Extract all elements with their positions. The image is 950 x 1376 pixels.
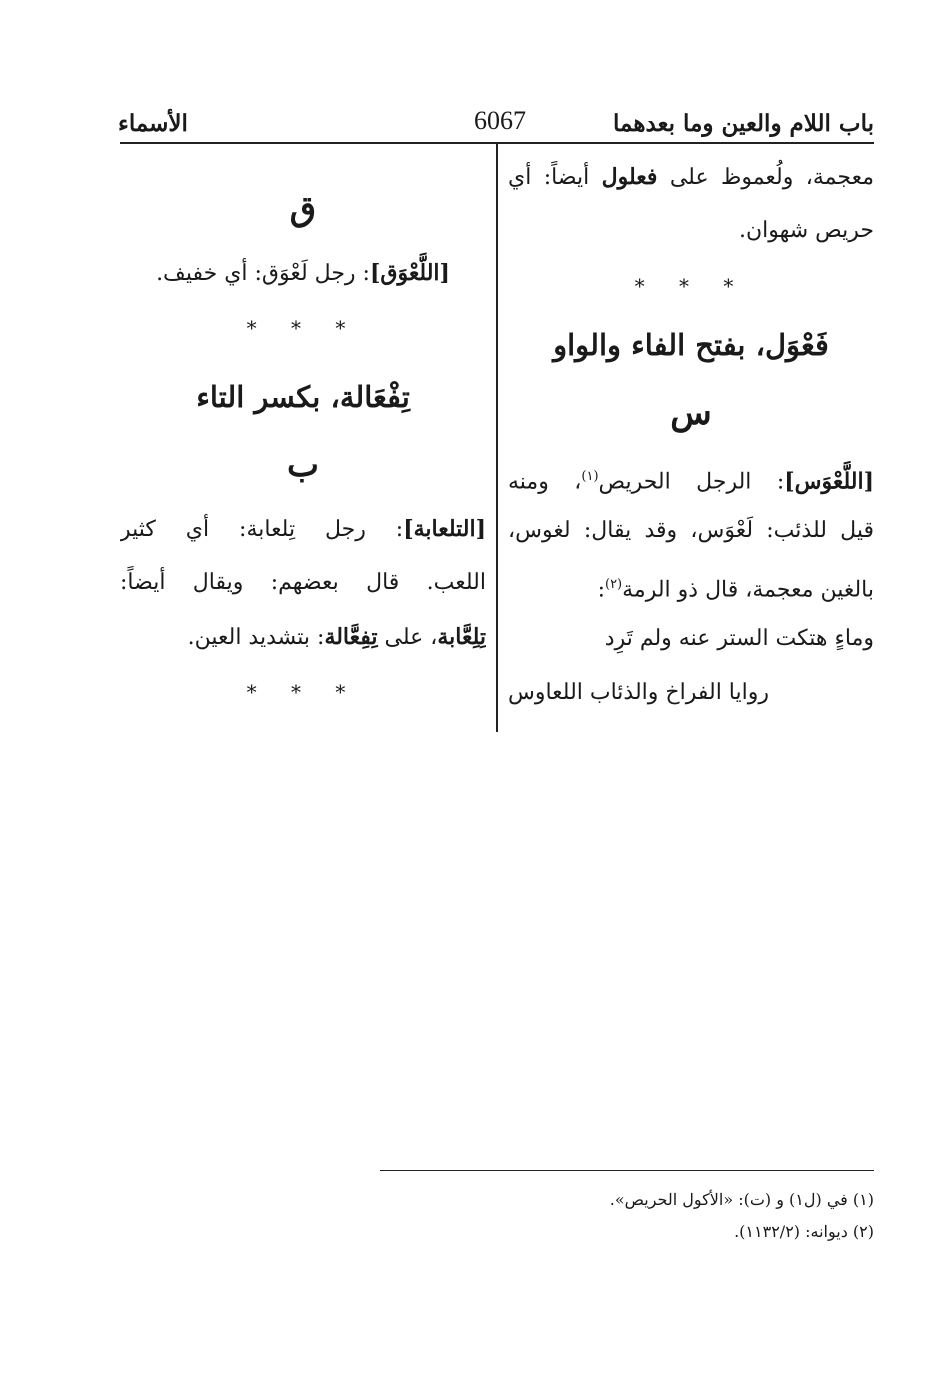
text-line: حريص شهوان. [738,218,874,243]
entry-term: [اللَّعْوَس] [784,468,874,495]
chapter-title: باب اللام والعين وما بعدهما [613,110,874,137]
entry-line: [التلعابة]: رجل تِلعابة: أي كثير [120,516,486,542]
entry-term: [اللَّعْوَق] [369,260,450,286]
footnotes [380,1184,874,1248]
footnote-marker: (٢) [604,577,623,592]
column-divider [496,144,498,732]
section-separator: * * * [246,680,360,704]
page-header [118,104,874,144]
footnote-rule [380,1170,874,1171]
left-column [120,150,486,720]
right-column [508,150,874,720]
letter-heading: س [670,393,712,433]
footnote-2: (٢) ديوانه: (١١٣٢/٢). [734,1222,874,1241]
entry-line: اللعب. قال بعضهم: ويقال أيضاً: [120,570,486,595]
letter-heading: ب [286,445,319,485]
section-separator: * * * [246,316,360,340]
letter-heading: ق [289,189,317,229]
page-number: 6067 [474,106,526,135]
verse-line: روايا الفراخ والذئاب اللعاوس [508,680,769,705]
entry-line: [اللَّعْوَس]: الرجل الحريص$^{(١)}$، ومنه [508,468,874,495]
entry-line: قيل للذئب: لَعْوَس، وقد يقال: لغوس، [508,518,874,543]
footnote-1: (١) في (ل١) و (ت): «الأكول الحريص». [609,1190,874,1209]
footnote-marker: (١) [581,469,599,484]
text-line: معجمة، ولُعموظ على فعلول أيضاً: أي [508,164,874,190]
entry-line: [اللَّعْوَق]: رجل لَعْوَق: أي خفيف. [156,260,450,286]
pattern-heading: تِفْعَالة، بكسر التاء [196,380,410,414]
entry-term: [التلعابة] [403,516,486,542]
entry-line: تِلِعَّابة، على تِفِعَّالة: بتشديد العين. [187,624,486,650]
entry-line: بالغين معجمة، قال ذو الرمة$^{(٢)}$: [597,577,874,603]
pattern-heading: فَعْوَل، بفتح الفاء والواو [553,328,829,362]
section-title: الأسماء [118,110,188,137]
section-separator: * * * [634,274,748,298]
verse-line: وماءٍ هتكت الستر عنه ولم تَرِد [604,626,874,651]
